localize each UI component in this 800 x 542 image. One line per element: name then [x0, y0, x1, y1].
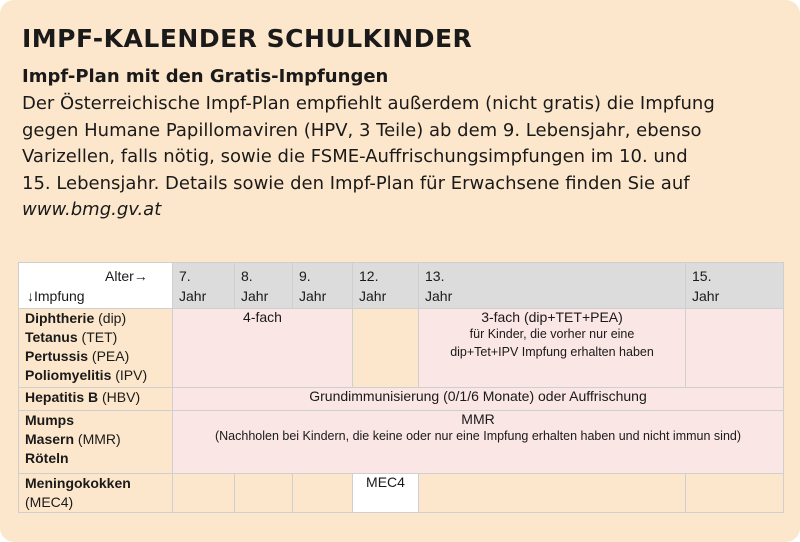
- age-header: [353, 263, 419, 309]
- vaccine-abbr: (HBV): [98, 389, 141, 405]
- vaccine-cell: [19, 309, 173, 388]
- schedule-text: 4-fach: [243, 309, 282, 325]
- vaccine-abbr: (IPV): [111, 367, 148, 383]
- bmg-link[interactable]: www.bmg.gv.at: [22, 199, 162, 220]
- age-number: 7.: [179, 268, 191, 284]
- table-row: [19, 474, 784, 513]
- vaccine-name: Tetanus: [25, 329, 78, 345]
- age-unit: Jahr: [425, 288, 453, 304]
- vaccination-table: [18, 262, 784, 513]
- intro-line: gegen Humane Papillomaviren (HPV, 3 Teile) ab dem 9. Lebensjahr, ebenso: [22, 119, 702, 141]
- corner-header: [19, 263, 173, 309]
- intro-line: 15. Lebensjahr. Details sowie den Impf-Plan für Erwachsene finden Sie auf: [22, 172, 690, 194]
- vaccine-name: Diphtherie: [25, 310, 95, 326]
- vaccine-abbr: (PEA): [88, 348, 130, 364]
- schedule-note: dip+Tet+IPV Impfung erhalten haben: [450, 345, 654, 359]
- vaccine-abbr: (MMR): [74, 431, 121, 447]
- age-header: [235, 263, 293, 309]
- vaccine-name: Mumps: [25, 412, 74, 428]
- age-unit: Jahr: [299, 288, 327, 304]
- age-number: 13.: [425, 268, 445, 284]
- empty-cell: [173, 474, 235, 513]
- vaccine-cell: [19, 411, 173, 474]
- vaccine-cell: [19, 388, 173, 411]
- schedule-text: Grundimmunisierung (0/1/6 Monate) oder Auffrischung: [309, 388, 647, 404]
- vaccine-name: Masern: [25, 431, 75, 447]
- vaccine-name: Röteln: [25, 450, 69, 466]
- vaccine-name: Meningokokken: [25, 475, 131, 491]
- vaccine-name: Pertussis: [25, 348, 89, 364]
- schedule-text: 3-fach (dip+TET+PEA): [481, 309, 623, 325]
- empty-cell: [686, 474, 784, 513]
- table-header-row: [19, 263, 784, 309]
- age-number: 12.: [359, 268, 379, 284]
- age-axis-label: Alter→: [105, 268, 148, 284]
- age-header: [173, 263, 235, 309]
- schedule-text: MMR: [461, 411, 495, 427]
- table-row: [19, 411, 784, 474]
- age-number: 8.: [241, 268, 253, 284]
- schedule-text: MEC4: [366, 474, 405, 490]
- schedule-cell-4fach: [173, 309, 353, 388]
- vaccine-abbr: (TET): [77, 329, 118, 345]
- age-header: [293, 263, 353, 309]
- table-row: [19, 388, 784, 411]
- vaccine-axis-label: ↓Impfung: [27, 288, 85, 304]
- table-row: [19, 309, 784, 388]
- vaccine-abbr: (MEC4): [25, 494, 74, 510]
- age-unit: Jahr: [241, 288, 269, 304]
- vaccine-name: Poliomyelitis: [25, 367, 112, 383]
- age-unit: Jahr: [359, 288, 387, 304]
- schedule-note: für Kinder, die vorher nur eine: [469, 327, 635, 341]
- schedule-cell-3fach: [419, 309, 686, 388]
- vaccine-cell: [19, 474, 173, 513]
- age-unit: Jahr: [179, 288, 207, 304]
- intro-line: Der Österreichische Impf-Plan empfiehlt außerdem (nicht gratis) die Impfung: [22, 93, 715, 114]
- age-header: [419, 263, 686, 309]
- intro-line: Varizellen, falls nötig, sowie die FSME-Auffrischungsimpfungen im 10. und: [22, 146, 688, 167]
- empty-cell: [293, 474, 353, 513]
- age-unit: Jahr: [692, 288, 720, 304]
- page-title: IMPF-KALENDER SCHULKINDER: [22, 24, 473, 53]
- empty-cell: [235, 474, 293, 513]
- subtitle: Impf-Plan mit den Gratis-Impfungen: [22, 66, 389, 87]
- vaccine-abbr: (dip): [94, 310, 127, 326]
- empty-cell: [353, 309, 419, 388]
- vaccine-name: Hepatitis B: [25, 389, 99, 405]
- schedule-cell-mec4: [353, 474, 419, 513]
- age-number: 15.: [692, 268, 712, 284]
- age-number: 9.: [299, 268, 311, 284]
- age-header: [686, 263, 784, 309]
- schedule-cell-mmr: [173, 411, 784, 474]
- schedule-note: (Nachholen bei Kindern, die keine oder nur eine Impfung erhalten haben und nicht immun sind): [214, 429, 742, 443]
- schedule-cell-hepb: [173, 388, 784, 411]
- empty-cell: [686, 309, 784, 388]
- intro-text: [22, 91, 792, 224]
- empty-cell: [419, 474, 686, 513]
